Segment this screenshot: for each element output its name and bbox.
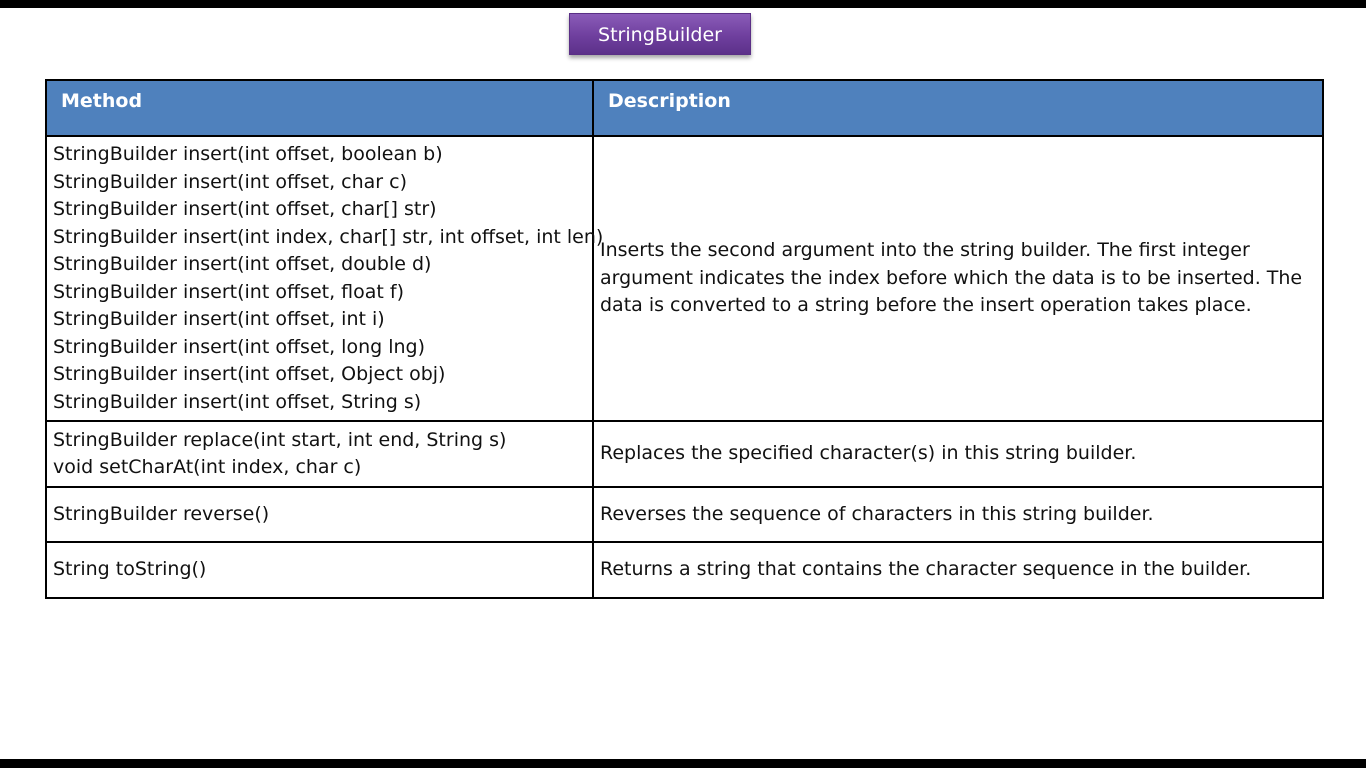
method-signature: StringBuilder insert(int offset, String s): [53, 390, 422, 413]
header-method: Method: [46, 80, 593, 136]
method-signature: StringBuilder insert(int offset, Object obj): [53, 363, 446, 385]
method-signature: StringBuilder reverse(): [53, 502, 270, 525]
method-description: Replaces the specified character(s) in this string builder.: [600, 442, 1137, 465]
method-signature: StringBuilder insert(int offset, int i): [53, 308, 385, 330]
method-cell: [46, 542, 593, 598]
method-cell: [46, 487, 593, 542]
table-row: [46, 487, 1323, 542]
method-description: Returns a string that contains the character sequence in the builder.: [600, 558, 1252, 581]
method-signature: StringBuilder insert(int index, char[] str, int offset, int len): [53, 225, 604, 248]
method-signature: StringBuilder replace(int start, int end, String s): [53, 428, 507, 451]
method-signature: StringBuilder insert(int offset, boolean b): [53, 143, 443, 165]
method-signature: String toString(): [53, 558, 207, 581]
table-row: [46, 421, 1323, 487]
method-signature: StringBuilder insert(int offset, float f): [53, 280, 404, 303]
methods-table: [45, 79, 1324, 599]
method-signature: StringBuilder insert(int offset, char[] str): [53, 198, 437, 220]
top-band: [0, 0, 1366, 8]
method-cell: [46, 421, 593, 487]
method-cell: [46, 136, 604, 421]
bottom-band: [0, 759, 1366, 768]
method-signature: StringBuilder insert(int offset, long lng): [53, 335, 426, 358]
slide-title: StringBuilder: [569, 13, 751, 55]
description-cell: [593, 136, 1323, 421]
header-description: Description: [593, 80, 1323, 136]
table-row: [46, 136, 1323, 421]
method-description: Inserts the second argument into the string builder. The first integer argument indicates the index before which the data is to be inserted. The data is converted to a string before the insert operation takes place.: [600, 239, 1303, 317]
table-row: [46, 542, 1323, 598]
method-signature: StringBuilder insert(int offset, char c): [53, 170, 408, 193]
description-cell: [593, 542, 1323, 598]
method-description: Reverses the sequence of characters in this string builder.: [600, 502, 1154, 525]
table-header-row: [46, 80, 1323, 136]
method-signature: void setCharAt(int index, char c): [53, 456, 362, 478]
method-signature: StringBuilder insert(int offset, double d): [53, 253, 432, 275]
description-cell: [593, 487, 1323, 542]
description-cell: [593, 421, 1323, 487]
